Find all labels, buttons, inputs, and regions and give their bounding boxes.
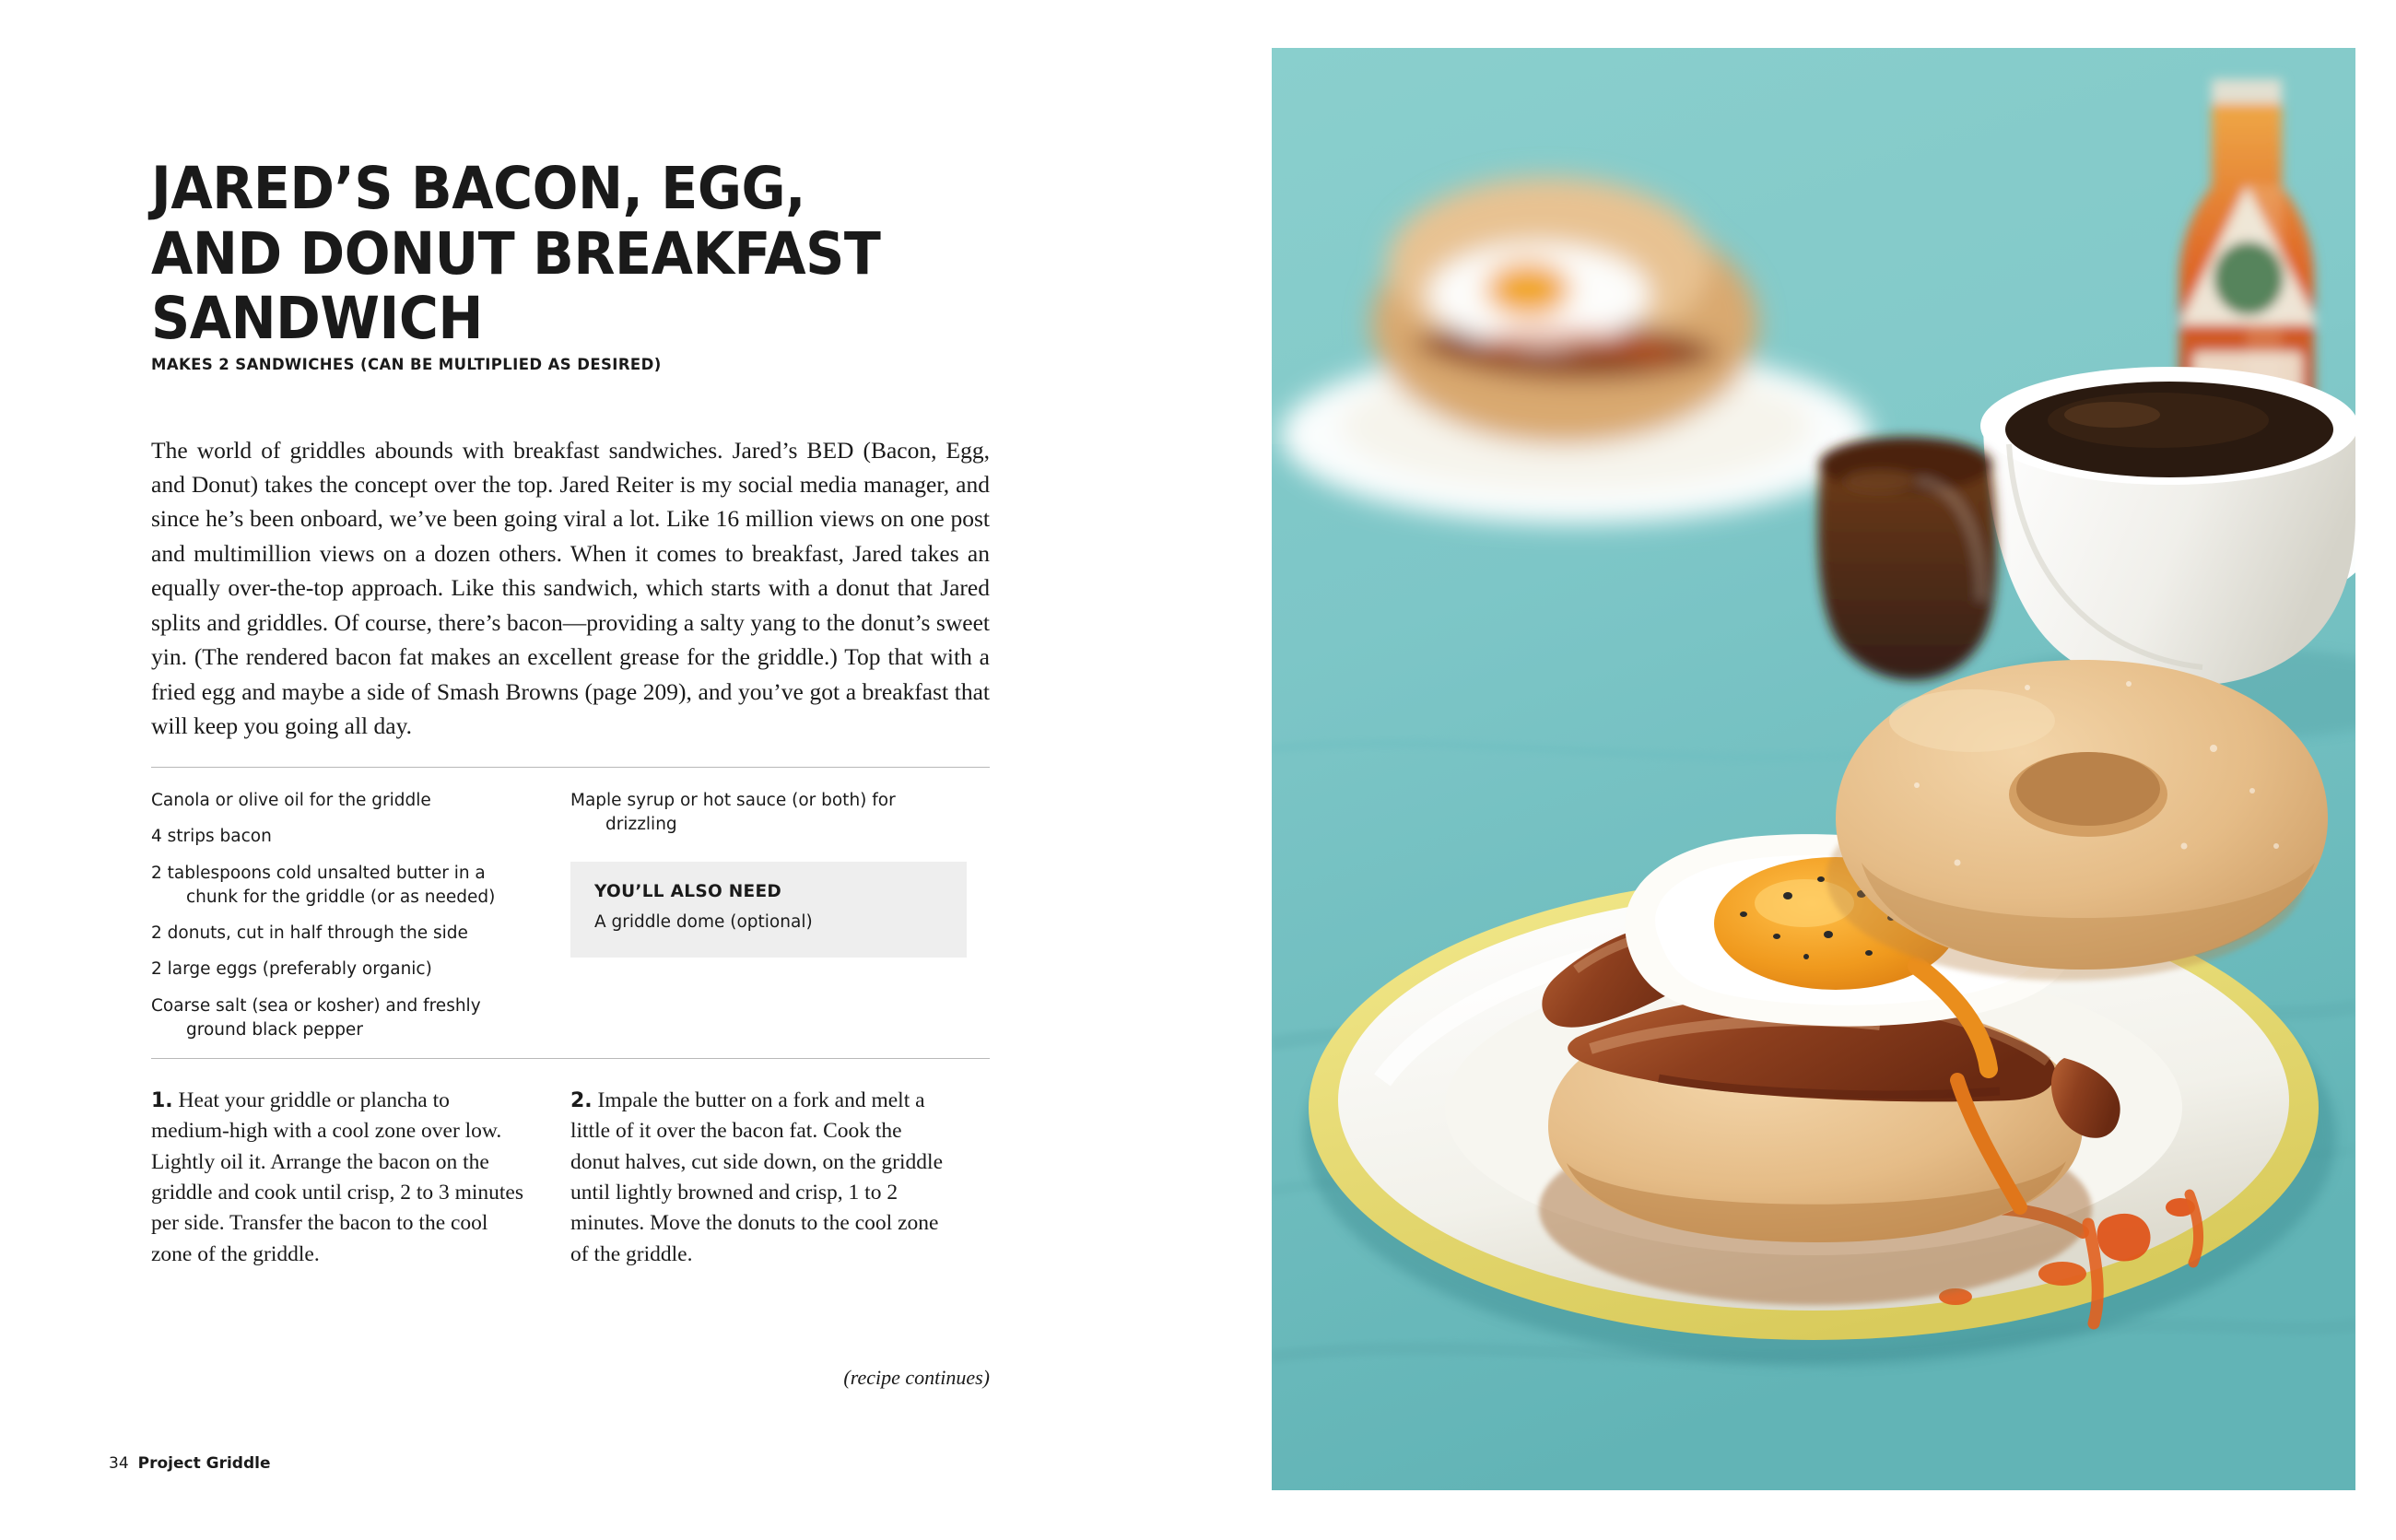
step-number: 1.	[151, 1089, 173, 1112]
ingredients-column-right	[570, 789, 990, 1054]
step-number: 2.	[570, 1089, 593, 1112]
youll-also-need-title: YOU’LL ALSO NEED	[594, 881, 782, 901]
ingredients-column-left	[151, 789, 570, 1054]
page-title: JARED’S BACON, EGG, AND DONUT BREAKFAST SANDWICH	[151, 155, 881, 353]
list-item: Maple syrup or hot sauce (or both) for drizzling	[570, 791, 896, 835]
ingredients-section	[151, 789, 990, 1054]
divider-mid	[151, 1058, 990, 1059]
list-item: 4 strips bacon	[151, 827, 272, 847]
youll-also-need-box	[570, 862, 967, 958]
recipe-yield: MAKES 2 SANDWICHES (CAN BE MULTIPLIED AS DESIRED)	[151, 356, 662, 373]
instruction-step-1	[151, 1086, 570, 1270]
list-item: Canola or olive oil for the griddle	[151, 791, 431, 810]
page-number: 34	[109, 1454, 129, 1473]
step-text: Impale the butter on a fork and melt a little of it over the bacon fat. Cook the donut halves, cut side down, on the griddle until lightly browned and crisp, 1 to 2 minutes. Move the donuts to the cool zone of the griddle.	[570, 1088, 943, 1266]
list-item: 2 donuts, cut in half through the side	[151, 923, 468, 944]
list-item: A griddle dome (optional)	[594, 911, 813, 932]
recipe-photo	[1272, 48, 2355, 1490]
recipe-headnote: The world of griddles abounds with breakfast sandwiches. Jared’s BED (Bacon, Egg, and Donut) takes the concept over the top. Jared Reiter is my social media manager, and since he’s been onboard, we’ve been going viral a lot. Like 16 million views on one post and multimillion views on a dozen others. When it comes to breakfast, Jared takes an equally over-the-top approach. Like this sandwich, which starts with a donut that Jared splits and griddles. Of course, there’s bacon—providing a salty yang to the donut’s sweet yin. (The rendered bacon fat makes an excellent grease for the griddle.) Top that with a fried egg and maybe a side of Smash Browns (page 209), and you’ve got a breakfast that will keep you going all day.	[151, 436, 990, 740]
list-item: Coarse salt (sea or kosher) and freshly ground black pepper	[151, 995, 481, 1040]
recipe-continues-note: (recipe continues)	[843, 1366, 990, 1389]
divider-top	[151, 767, 990, 768]
instruction-step-2	[570, 1086, 990, 1270]
folio	[109, 1454, 271, 1473]
instructions-section	[151, 1086, 990, 1270]
step-text: Heat your griddle or plancha to medium-high with a cool zone over low. Lightly oil it. Arrange the bacon on the griddle and cook until crisp, 2 to 3 minutes per side. Transfer the bacon to the cool zone of the griddle.	[151, 1088, 524, 1266]
list-item: 2 tablespoons cold unsalted butter in a chunk for the griddle (or as needed)	[151, 863, 496, 907]
list-item: 2 large eggs (preferably organic)	[151, 959, 432, 980]
book-title: Project Griddle	[137, 1454, 271, 1473]
